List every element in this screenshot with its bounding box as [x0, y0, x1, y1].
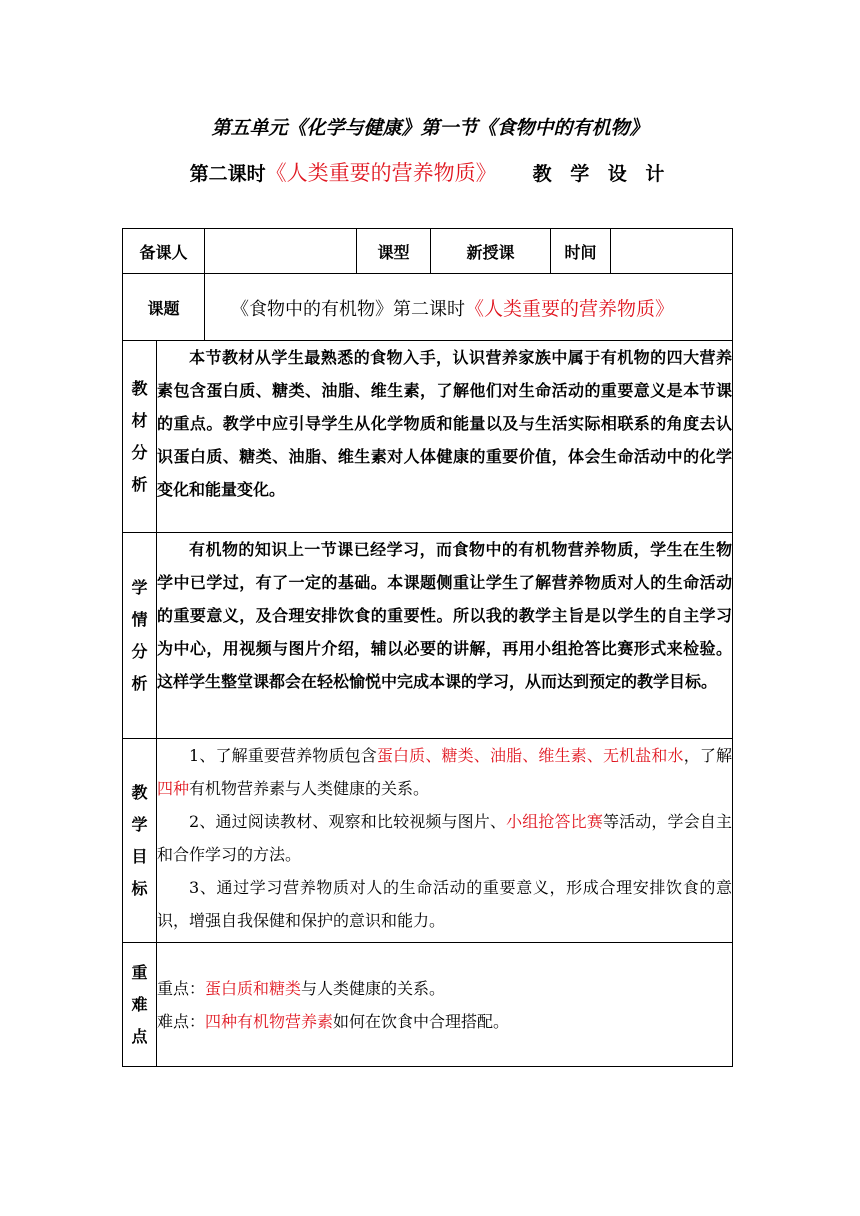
key-point-text: 与人类健康的关系。 — [301, 978, 446, 998]
goal-2 — [157, 805, 732, 871]
teaching-goals-text-cell — [157, 739, 733, 943]
time-value — [611, 229, 733, 274]
material-analysis-text-cell — [157, 341, 733, 533]
material-analysis-label-char: 析 — [131, 474, 148, 494]
lesson-plan-table — [122, 228, 733, 1067]
goal-1 — [157, 739, 732, 805]
student-analysis-text-cell — [157, 533, 733, 739]
header-row — [123, 229, 733, 274]
goal-1-sep: 、 — [473, 746, 490, 765]
topic-value — [205, 274, 733, 341]
student-analysis-label-char: 情 — [131, 609, 148, 629]
material-analysis-label-char: 分 — [131, 442, 148, 462]
student-analysis-row — [123, 533, 733, 739]
material-analysis-row — [123, 341, 733, 533]
preparer-value — [205, 229, 357, 274]
goal-1-highlight: 维生素 — [538, 746, 587, 765]
goal-3: 3、通过学习营养物质对人的生命活动的重要意义，形成合理安排饮食的意识，增强自我保健和保护的意识和能力。 — [157, 878, 733, 930]
key-points-label — [123, 943, 157, 1067]
time-label: 时间 — [551, 229, 611, 274]
student-analysis-label — [123, 533, 157, 739]
teaching-goals-label-char: 标 — [131, 878, 148, 898]
goal-1-highlight: 糖类 — [441, 746, 474, 765]
goal-1-text: ，了解 — [683, 746, 732, 765]
teaching-goals-label — [123, 739, 157, 943]
student-analysis-label-char: 分 — [131, 641, 148, 661]
key-points-text-cell — [157, 943, 733, 1067]
difficult-point-text: 如何在饮食中合理搭配。 — [333, 1011, 510, 1031]
goal-2-highlight: 小组抢答比赛 — [506, 812, 603, 831]
key-point-label: 重点： — [157, 978, 206, 998]
topic-label: 课题 — [123, 274, 205, 341]
key-points-row — [123, 943, 733, 1067]
title-line-2-red: 《人类重要的营养物质》 — [265, 161, 497, 185]
key-point — [157, 972, 732, 1005]
title-line-2-prefix: 第二课时 — [189, 163, 266, 185]
goal-1-sep: 、 — [522, 746, 539, 765]
difficult-point-highlight: 四种有机物营养素 — [205, 1011, 334, 1031]
title-line-1: 第五单元《化学与健康》第一节《食物中的有机物》 — [211, 117, 649, 139]
student-analysis-label-char: 学 — [131, 577, 148, 597]
teaching-goals-row — [123, 739, 733, 943]
key-points-label-char: 重 — [131, 962, 148, 982]
goal-1-sep: 、 — [586, 746, 603, 765]
goal-1-text: 1、了解重要营养物质包含 — [189, 746, 377, 765]
goal-2-text: 等活动，学会自主和合作学习的方法。 — [157, 812, 732, 864]
goal-1-highlight: 蛋白质 — [376, 746, 426, 765]
student-analysis-label-char: 析 — [131, 673, 148, 693]
teaching-goals-label-char: 学 — [131, 814, 148, 834]
material-analysis-text: 本节教材从学生最熟悉的食物入手，认识营养家族中属于有机物的四大营养素包含蛋白质、糖类、油脂、维生素，了解他们对生命活动的重要意义是本节课的重点。教学中应引导学生从化学物质和能量以及与生活实际相联系的角度去认识蛋白质、糖类、油脂、维生素对人体健康的重要价值，体会生命活动中的化学变化和能量变化。 — [157, 348, 733, 499]
difficult-point-label: 难点： — [157, 1011, 206, 1031]
topic-value-prefix: 《食物中的有机物》第二课时 — [231, 298, 466, 320]
title-line-2-suffix: 教 学 设 计 — [532, 163, 671, 185]
goal-1-text: 有机物营养素与人类健康的关系。 — [189, 779, 430, 798]
topic-value-red: 《人类重要的营养物质》 — [465, 297, 675, 320]
key-points-label-char: 难 — [131, 994, 148, 1014]
type-value: 新授课 — [431, 229, 551, 274]
student-analysis-text: 有机物的知识上一节课已经学习，而食物中的有机物营养物质，学生在生物学中已学过，有了一定的基础。本课题侧重让学生了解营养物质对人的生命活动的重要意义，及合理安排饮食的重要性。所以我的教学主旨是以学生的自主学习为中心，用视频与图片介绍，辅以必要的讲解，再用小组抢答比赛形式来检验。这样学生整堂课都会在轻松愉悦中完成本课的学习，从而达到预定的教学目标。 — [157, 540, 733, 691]
teaching-goals-label-char: 教 — [131, 782, 148, 802]
goal-1-highlight: 油脂 — [489, 746, 523, 765]
difficult-point — [157, 1005, 732, 1038]
teaching-goals-label-char: 目 — [131, 846, 148, 866]
type-label: 课型 — [357, 229, 431, 274]
topic-row — [123, 274, 733, 341]
goal-2-text: 2、通过阅读教材、观察和比较视频与图片、 — [189, 812, 507, 831]
material-analysis-label-char: 教 — [131, 378, 148, 398]
material-analysis-label — [123, 341, 157, 533]
material-analysis-label-char: 材 — [131, 410, 148, 430]
goal-1-highlight: 四种 — [157, 779, 190, 798]
goal-1-sep: 、 — [425, 746, 442, 765]
key-points-label-char: 点 — [131, 1026, 148, 1046]
goal-1-highlight: 无机盐和水 — [602, 746, 684, 765]
title-line-2 — [0, 156, 860, 191]
key-point-highlight: 蛋白质和糖类 — [205, 978, 302, 998]
preparer-label: 备课人 — [123, 229, 205, 274]
